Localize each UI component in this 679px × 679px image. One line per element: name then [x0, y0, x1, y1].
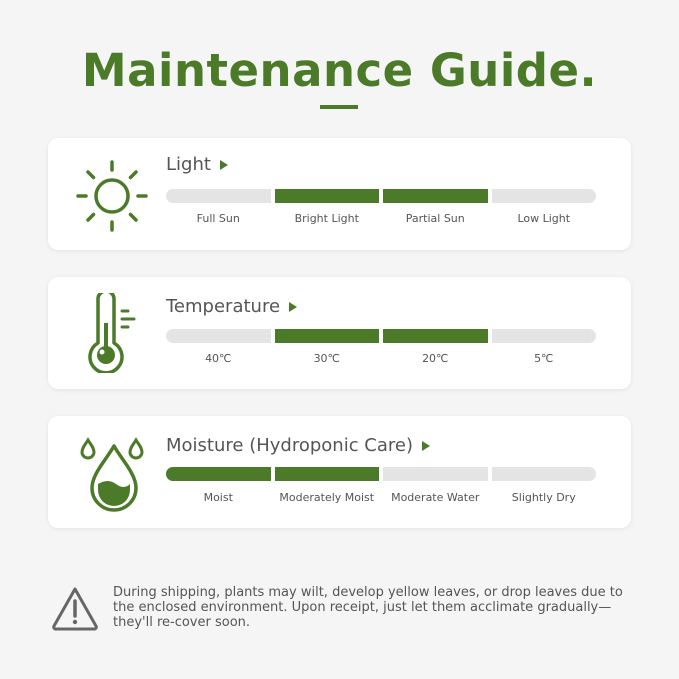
level-label: Moderate Water: [391, 491, 480, 504]
light-level-labels: [166, 212, 596, 225]
caret-right-icon: [289, 302, 297, 312]
page-title: Maintenance Guide.: [81, 44, 598, 97]
temperature-level-bar: [166, 329, 596, 343]
moisture-segment-4: [492, 467, 597, 481]
level-label: Slightly Dry: [511, 491, 576, 504]
light-segment-1: [166, 189, 271, 203]
light-segment-3: [383, 189, 488, 203]
level-label: 40℃: [205, 352, 232, 365]
caret-right-icon: [422, 441, 430, 451]
sun-icon: [74, 158, 150, 238]
moisture-level-labels: [166, 491, 596, 504]
light-label: [166, 154, 228, 175]
shipping-notice-text: During shipping, plants may wilt, develop yellow leaves, or drop leaves due to the enclosed environment. Upon receipt, just let them acclimate gradually—they'll re-cover soon.: [113, 585, 623, 630]
water-drop-icon: [78, 434, 148, 518]
level-label: Bright Light: [294, 212, 359, 225]
temperature-label-text: Temperature: [166, 296, 281, 317]
temperature-segment-2: [275, 329, 380, 343]
level-label: Partial Sun: [405, 212, 465, 225]
light-segment-4: [492, 189, 597, 203]
light-card: [48, 138, 631, 250]
moisture-segment-1: [166, 467, 271, 481]
light-level-bar: [166, 189, 596, 203]
light-segment-2: [275, 189, 380, 203]
temperature-segment-4: [492, 329, 597, 343]
level-label: 20℃: [422, 352, 449, 365]
temperature-card: [48, 277, 631, 389]
warning-icon: [50, 585, 100, 635]
level-label: Low Light: [517, 212, 571, 225]
moisture-segment-2: [275, 467, 380, 481]
level-label: Moderately Moist: [279, 491, 375, 504]
level-label: Full Sun: [196, 212, 240, 225]
temperature-label: [166, 296, 297, 317]
caret-right-icon: [220, 160, 228, 170]
title-underline: [320, 105, 358, 109]
temperature-segment-3: [383, 329, 488, 343]
temperature-segment-1: [166, 329, 271, 343]
moisture-level-bar: [166, 467, 596, 481]
temperature-level-labels: [166, 352, 596, 365]
moisture-label-text: Moisture (Hydroponic Care): [166, 435, 414, 456]
level-label: 30℃: [313, 352, 340, 365]
light-label-text: Light: [166, 154, 211, 175]
moisture-label: [166, 435, 430, 456]
level-label: Moist: [203, 491, 233, 504]
moisture-segment-3: [383, 467, 488, 481]
moisture-card: [48, 416, 631, 528]
level-label: 5℃: [534, 352, 554, 365]
thermometer-icon: [84, 293, 144, 377]
